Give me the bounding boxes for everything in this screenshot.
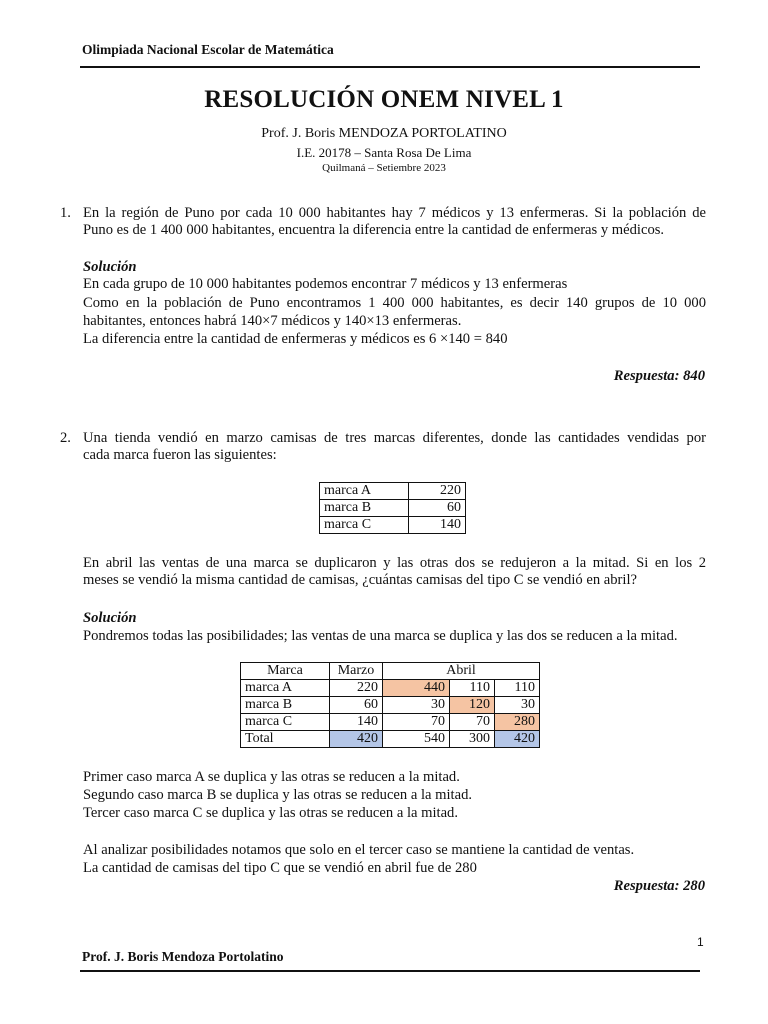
table-cell: 60 xyxy=(409,500,466,517)
table-cell: 220 xyxy=(409,483,466,500)
table-cell-highlight: 120 xyxy=(450,697,495,714)
table-cell: marca A xyxy=(320,483,409,500)
table-row xyxy=(241,680,540,697)
table-cell: 140 xyxy=(330,714,383,731)
table-total-row xyxy=(241,731,540,748)
problem-2-statement-line: cada marca fueron las siguientes: xyxy=(83,447,277,463)
problem-2-statement2-line: En abril las ventas de una marca se duplicaron y las otras dos se redujeron a la mitad. Si en los 2 xyxy=(83,555,706,571)
table-cell: marca B xyxy=(320,500,409,517)
table-cell: 140 xyxy=(409,517,466,534)
table-row xyxy=(320,517,466,534)
problem-2-answer: Respuesta: 280 xyxy=(613,878,705,894)
table-row xyxy=(320,483,466,500)
problem-2-case-line: Primer caso marca A se duplica y las otras se reducen a la mitad. xyxy=(83,769,460,785)
problem-1-statement-line: Puno es de 1 400 000 habitantes, encuentra la diferencia entre la cantidad de enfermeras y médicos. xyxy=(83,222,665,238)
table-cell: marca C xyxy=(241,714,330,731)
header-abril: Abril xyxy=(383,663,540,680)
school: I.E. 20178 – Santa Rosa De Lima xyxy=(296,145,472,160)
table-cell: marca B xyxy=(241,697,330,714)
table-cell-highlight: 420 xyxy=(495,731,540,748)
table-row xyxy=(320,500,466,517)
table-cell-highlight: 440 xyxy=(383,680,450,697)
footer-rule xyxy=(80,970,700,972)
problem-1-number: 1. xyxy=(60,205,71,221)
table-cell: marca C xyxy=(320,517,409,534)
header-marzo: Marzo xyxy=(330,663,383,680)
problem-2-case-line: Tercer caso marca C se duplica y las otras se reducen a la mitad. xyxy=(83,805,459,821)
page-header: Olimpiada Nacional Escolar de Matemática xyxy=(82,42,334,57)
header-rule xyxy=(80,66,700,68)
problem-1-answer: Respuesta: 840 xyxy=(613,368,705,384)
problem-2-conclusion-line: La cantidad de camisas del tipo C que se vendió en abril fue de 280 xyxy=(83,860,477,876)
header-marca: Marca xyxy=(241,663,330,680)
problem-2-number: 2. xyxy=(60,430,71,446)
page-footer: Prof. J. Boris Mendoza Portolatino xyxy=(82,949,284,964)
problem-1-solution-line: Como en la población de Puno encontramos 1 400 000 habitantes, es decir 140 grupos de 10 000 xyxy=(83,295,706,311)
table-cell: 30 xyxy=(495,697,540,714)
problem-1-statement-line: En la región de Puno por cada 10 000 habitantes hay 7 médicos y 13 enfermeras. Si la población de xyxy=(83,205,706,221)
possibilities-table xyxy=(240,662,540,748)
table-cell: 70 xyxy=(450,714,495,731)
table-cell: 540 xyxy=(383,731,450,748)
problem-2-statement2-line: meses se vendió la misma cantidad de camisas, ¿cuántas camisas del tipo C se vendió en abril? xyxy=(83,572,637,588)
table-cell: marca A xyxy=(241,680,330,697)
page-number: 1 xyxy=(697,935,704,949)
problem-1-solution-line: La diferencia entre la cantidad de enfermeras y médicos es 6 ×140 = 840 xyxy=(83,331,508,347)
table-cell: 70 xyxy=(383,714,450,731)
problem-1-solution-line: En cada grupo de 10 000 habitantes podemos encontrar 7 médicos y 13 enfermeras xyxy=(83,276,568,292)
table-cell-highlight: 280 xyxy=(495,714,540,731)
author: Prof. J. Boris MENDOZA PORTOLATINO xyxy=(261,126,507,141)
table-cell-highlight: 420 xyxy=(330,731,383,748)
table-row xyxy=(241,697,540,714)
problem-2-conclusion-line: Al analizar posibilidades notamos que solo en el tercer caso se mantiene la cantidad de ventas. xyxy=(83,842,635,858)
problem-2-solution-intro: Pondremos todas las posibilidades; las ventas de una marca se duplica y las dos se reducen a la mitad. xyxy=(83,628,678,644)
problem-1-solution-line: habitantes, entonces habrá 140×7 médicos y 140×13 enfermeras. xyxy=(83,313,462,329)
table-cell: 30 xyxy=(383,697,450,714)
table-row xyxy=(241,714,540,731)
table-cell: 110 xyxy=(450,680,495,697)
table-cell: 110 xyxy=(495,680,540,697)
table-header-row xyxy=(241,663,540,680)
table-cell: 220 xyxy=(330,680,383,697)
table-cell: 300 xyxy=(450,731,495,748)
problem-2-statement-line: Una tienda vendió en marzo camisas de tres marcas diferentes, donde las cantidades vendidas por xyxy=(83,430,706,446)
problem-2-case-line: Segundo caso marca B se duplica y las otras se reducen a la mitad. xyxy=(83,787,473,803)
problem-2-solution-label: Solución xyxy=(83,610,137,626)
problem-1-solution-label: Solución xyxy=(83,259,137,275)
table-cell: Total xyxy=(241,731,330,748)
page-title: RESOLUCIÓN ONEM NIVEL 1 xyxy=(204,86,564,113)
place-date: Quilmaná – Setiembre 2023 xyxy=(322,162,446,174)
table-cell: 60 xyxy=(330,697,383,714)
march-sales-table xyxy=(319,482,466,534)
